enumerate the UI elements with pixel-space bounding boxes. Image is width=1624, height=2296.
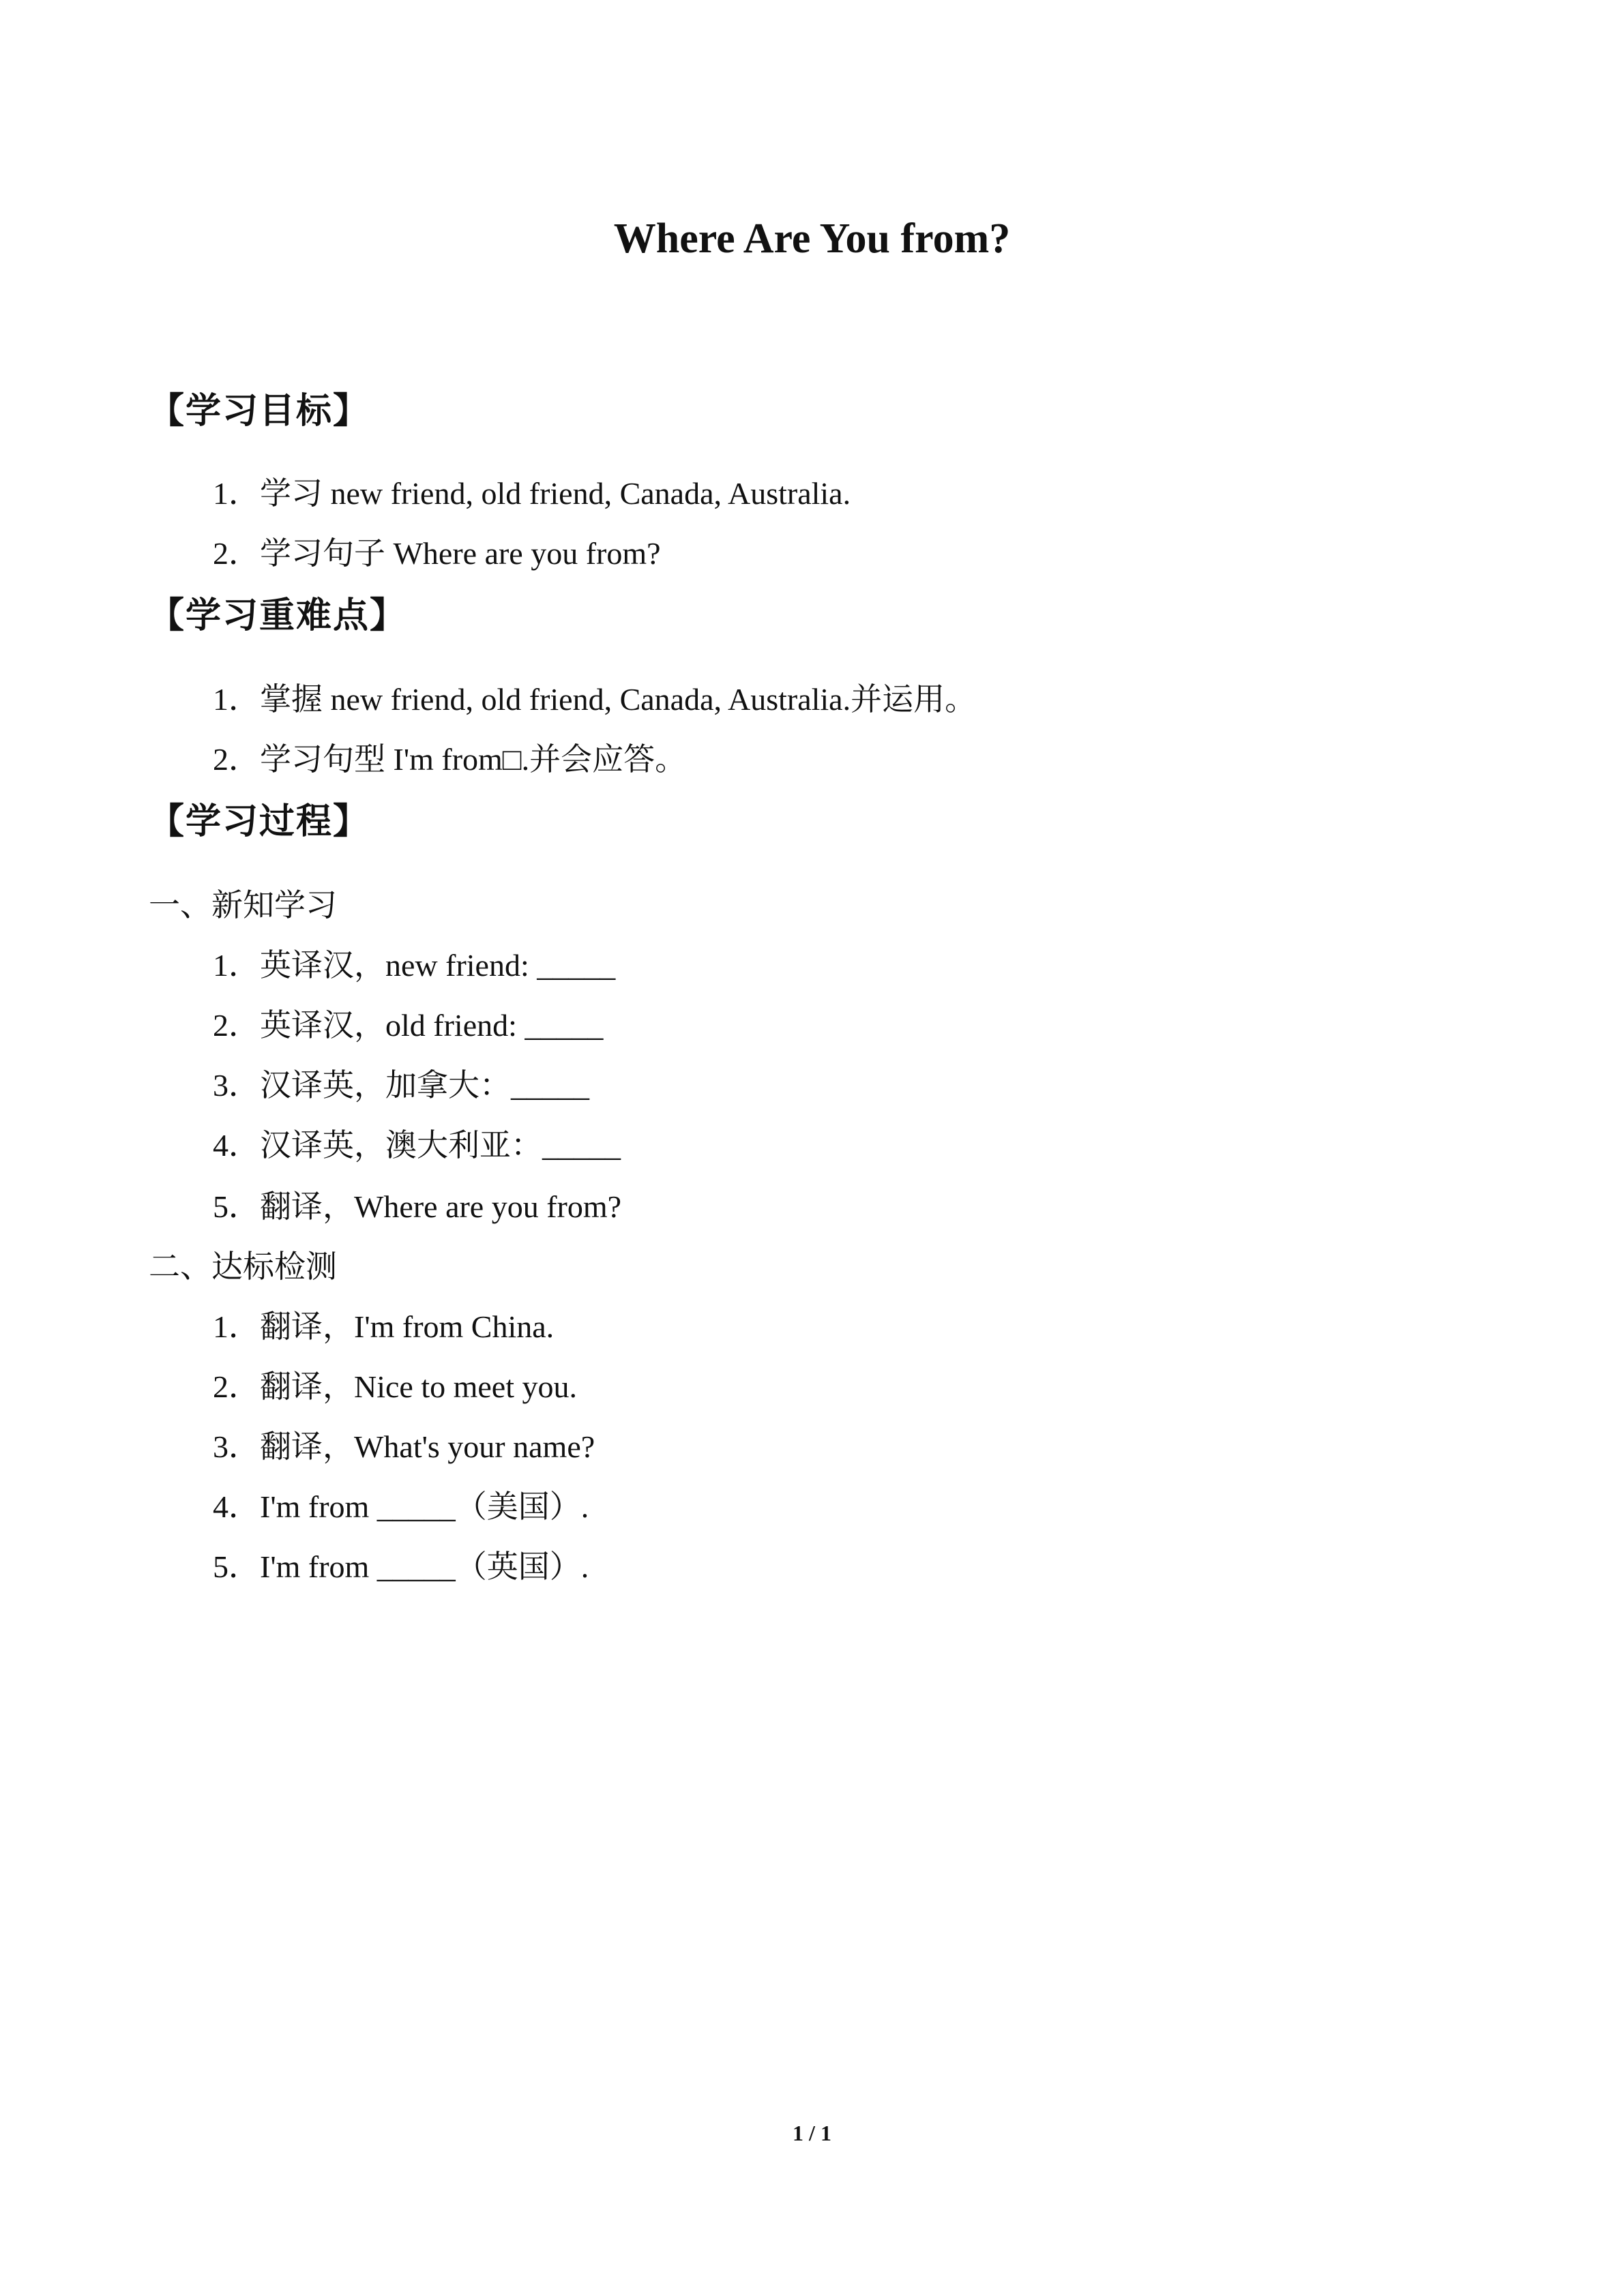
assessment-item: 1．翻译，I'm from China. xyxy=(213,1309,555,1344)
assessment-item: 4．I'm from _____（美国）. xyxy=(213,1489,589,1524)
assessment-item: 5．I'm from _____（英国）. xyxy=(213,1549,589,1584)
assessment-item: 2．翻译，Nice to meet you. xyxy=(213,1369,578,1404)
document-title: Where Are You from? xyxy=(613,215,1011,262)
exercise-item: 5．翻译，Where are you from? xyxy=(213,1189,622,1224)
part-label-new-knowledge: 一、新知学习 xyxy=(149,888,337,923)
page-number: 1 / 1 xyxy=(793,2121,831,2145)
section-heading-process: 【学习过程】 xyxy=(149,801,370,842)
goal-item-2: 2．学习句子 Where are you from? xyxy=(213,536,661,571)
exercise-item: 4．汉译英，澳大利亚：_____ xyxy=(213,1128,621,1163)
key-point-item-2: 2．学习句型 I'm from□.并会应答。 xyxy=(213,742,687,777)
exercise-item: 2．英译汉，old friend: _____ xyxy=(213,1008,604,1043)
section-heading-goals: 【学习目标】 xyxy=(149,391,370,432)
assessment-item: 3．翻译，What's your name? xyxy=(213,1429,595,1464)
part-label-assessment: 二、达标检测 xyxy=(149,1249,337,1284)
section-heading-key-points: 【学习重难点】 xyxy=(149,595,407,636)
goal-item-1: 1．学习 new friend, old friend, Canada, Australia. xyxy=(213,476,851,511)
exercise-item: 3．汉译英，加拿大：_____ xyxy=(213,1068,589,1103)
key-point-item-1: 1．掌握 new friend, old friend, Canada, Australia.并运用。 xyxy=(213,682,977,717)
exercise-item: 1．英译汉，new friend: _____ xyxy=(213,948,616,983)
